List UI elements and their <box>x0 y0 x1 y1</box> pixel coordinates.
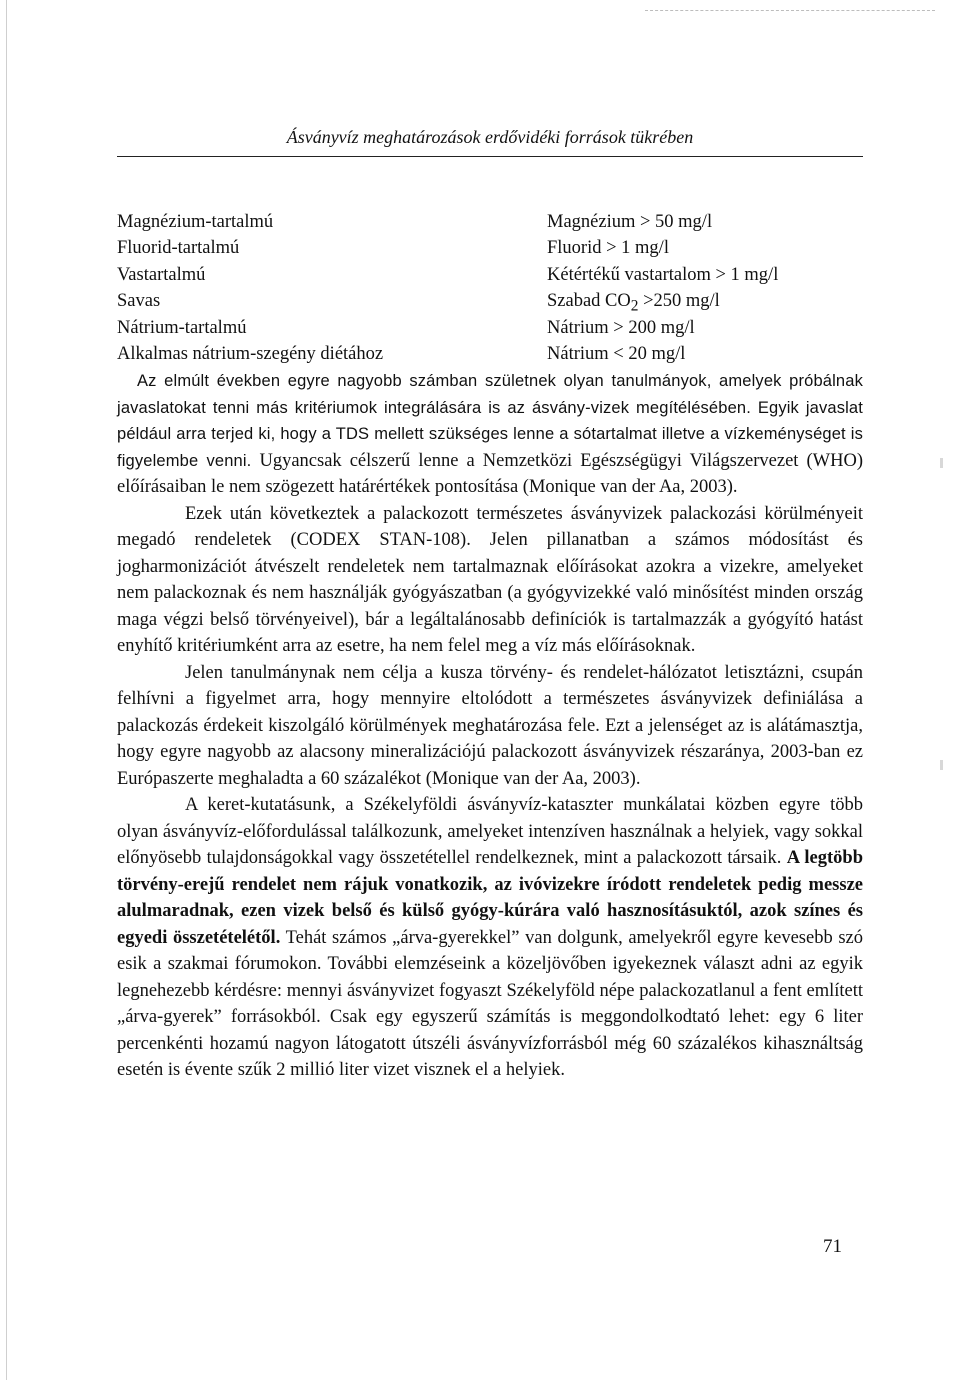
scan-margin-mark <box>940 760 943 770</box>
class-criterion: Fluorid > 1 mg/l <box>547 238 669 259</box>
body-text <box>117 368 863 1084</box>
paragraph-text: Az elmúlt években egyre nagyobb számban születnek olyan tanulmányok, amelyek próbálnak javaslatokat tenni más kritériumok integrálására is az ásvány-vizek megítélésében. Egyik javaslat például arra terjed ki, hogy a TDS mellett szükséges lenne a sótartalmat illetve a vízkeménységet is figyelembe venni. <box>117 372 863 470</box>
paragraph <box>117 368 863 501</box>
page-number: 71 <box>823 1236 842 1257</box>
scan-margin-mark <box>940 458 943 468</box>
classification-row <box>117 288 863 314</box>
class-label: Alkalmas nátrium-szegény diétához <box>117 343 384 364</box>
class-label: Magnézium-tartalmú <box>117 212 274 232</box>
paragraph: Ezek után következtek a palackozott természetes ásványvizek palackozási körülményeit megadó rendeletek (CODEX STAN-108). Jelen pillanatban a számos módosítást és jogharmonizációt átvészelt rendeletek nem tartalmaznak előírásokat azokra a vizekre, amelyeket nem palackoznak és nem használják gyógyászatban (a gyógyvizekké való minősítést minden ország maga végzi belső törvényeivel), bár a legáltalánosabb definíciók is tartalmazzák a gyógyító hatást enyhítő kritériumként arra az esetre, ha nem felel meg a víz más előírásoknak. <box>117 503 863 656</box>
paragraph-text: A keret-kutatásunk, a Székelyföldi ásványvíz-kataszter munkálatai közben egyre több olyan ásványvíz-előfordulással találkozunk, amelyeket intenzíven használnak a helyiek, vagy sokkal előnyösebb tulajdonságokkal vagy összetétellel rendelkeznek, mint a palackozott társaik. <box>117 795 863 868</box>
paragraph-emphasis: A legtöbb törvény-erejű rendelet nem rájuk vonatkozik, az ivóvizekre íródott rendeletek pedig messze alulmaradnak, ezen vizek belső és külső gyógy-kúrára való hasznosításuktól, azok színes és egyedi összetételétől. <box>117 848 863 948</box>
criterion-text: Szabad CO <box>547 291 631 312</box>
classification-row <box>117 262 863 288</box>
paragraph-text: Tehát számos „árva-gyerekkel” van dolgunk, amelyekről egyre kevesebb szó esik a szakmai fórumokon. További elemzéseink a közeljövőben igyekeznek választ adni az egyik legnehezebb kérdésre: mennyi ásványvizet fogyaszt Székelyföld népe palackozatlanul a fent említett „árva-gyerek” forrásokból. Csak egy egyszerű számítás is meggondolkodtató lehet: egy 6 liter percenkénti hozamú nagyon látogatott útszéli ásványvízforrásból még 60 százalékos kihasználtság esetén is évente szűk 2 millió liter vizet visznek el a helyiek. <box>117 927 863 1080</box>
running-header: Ásványvíz meghatározások erdővidéki források tükrében <box>117 127 863 157</box>
paragraph: Jelen tanulmánynak nem célja a kusza törvény- és rendelet-hálózatot letisztázni, csupán felhívni a figyelmet arra, hogy mennyire eltolódott a természetes ásványvizek definiálása a palackozás érdekeit kiszolgáló körülmények meghatározása fele. Ezt a jelenséget az is alátámasztja, hogy egyre nagyobb az alacsony mineralizációjú palackozott ásványvizek részaránya, 2003-ban ez Európaszerte meghaladta a 60 százalékot (Monique van der Aa, 2003). <box>117 662 863 789</box>
criterion-subscript: 2 <box>630 297 639 315</box>
paragraph <box>117 792 863 1084</box>
classification-row <box>117 315 863 341</box>
class-criterion: Nátrium < 20 mg/l <box>547 343 686 364</box>
class-label: Fluorid-tartalmú <box>117 238 240 259</box>
scan-edge-line <box>6 0 7 1380</box>
class-criterion: Magnézium > 50 mg/l <box>547 212 713 232</box>
paragraph-text: Ugyancsak célszerű lenne a Nemzetközi Egészségügyi Világszervezet (WHO) előírásaiban le nem szögezett határértékek pontosítása (Monique van der Aa, 2003). <box>117 450 864 497</box>
criterion-text: >250 mg/l <box>638 291 720 312</box>
classification-row <box>117 209 863 235</box>
scan-top-mark <box>645 10 935 11</box>
class-criterion: Kétértékű vastartalom > 1 mg/l <box>547 264 779 285</box>
class-label: Savas <box>117 291 161 312</box>
class-label: Nátrium-tartalmú <box>117 317 247 338</box>
classification-row <box>117 341 863 367</box>
class-criterion: Nátrium > 200 mg/l <box>547 317 695 338</box>
class-label: Vastartalmú <box>117 264 206 285</box>
classification-row <box>117 235 863 261</box>
classification-table <box>117 209 863 367</box>
